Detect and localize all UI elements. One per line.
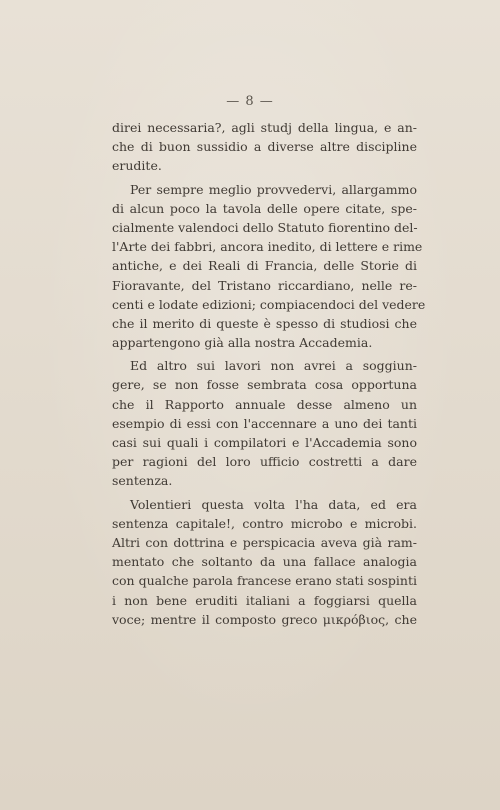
text-line: per ragioni del loro ufficio costretti a dare	[112, 454, 417, 470]
text-line: Per sempre meglio provvedervi, allargammo	[130, 181, 417, 197]
text-line: mentato che soltanto da una fallace analogia	[112, 554, 417, 570]
text-line: esempio di essi con l'accennare a uno dei tanti	[112, 415, 417, 431]
text-line: Ed altro sui lavori non avrei a soggiun-	[130, 358, 417, 374]
text-line: erudite.	[112, 158, 162, 174]
text-line: i non bene eruditi italiani a foggiarsi quella	[112, 592, 417, 608]
body-text	[112, 118, 426, 629]
text-line: che il merito di queste è spesso di studiosi che	[112, 315, 417, 331]
text-line: centi e lodate edizioni; compiacendoci del vedere	[112, 296, 426, 312]
text-line: voce; mentre il composto greco μικρόβιος, che	[112, 611, 417, 627]
text-line: antiche, e dei Reali di Francia, delle Storie di	[112, 258, 417, 274]
text-line: di alcun poco la tavola delle opere citate, spe-	[112, 200, 417, 216]
text-line: casi sui quali i compilatori e l'Accademia sono	[112, 435, 417, 450]
text-line: l'Arte dei fabbri, ancora inedito, di lettere e rime	[112, 239, 423, 255]
text-line: cialmente valendoci dello Statuto fiorentino del-	[112, 219, 418, 235]
text-line: Fioravante, del Tristano riccardiano, nelle re-	[112, 277, 417, 293]
text-line: con qualche parola francese erano stati sospinti	[112, 573, 417, 589]
text-line: che di buon sussidio a diverse altre discipline	[112, 139, 417, 155]
text-line: Altri con dottrina e perspicacia aveva già ram-	[112, 534, 417, 550]
text-line: sentenza capitale!, contro microbo e microbi.	[112, 515, 417, 531]
text-line: appartengono già alla nostra Accademia.	[112, 335, 373, 351]
text-line: Volentieri questa volta l'ha data, ed era	[130, 496, 417, 512]
page-number: — 8 —	[226, 94, 274, 109]
text-line: sentenza.	[112, 473, 173, 489]
text-line: direi necessaria?, agli studj della lingua, e an-	[112, 120, 417, 135]
text-line: gere, se non fosse sembrata cosa opportuna	[112, 377, 417, 393]
text-line: che il Rapporto annuale desse almeno un	[112, 396, 417, 412]
